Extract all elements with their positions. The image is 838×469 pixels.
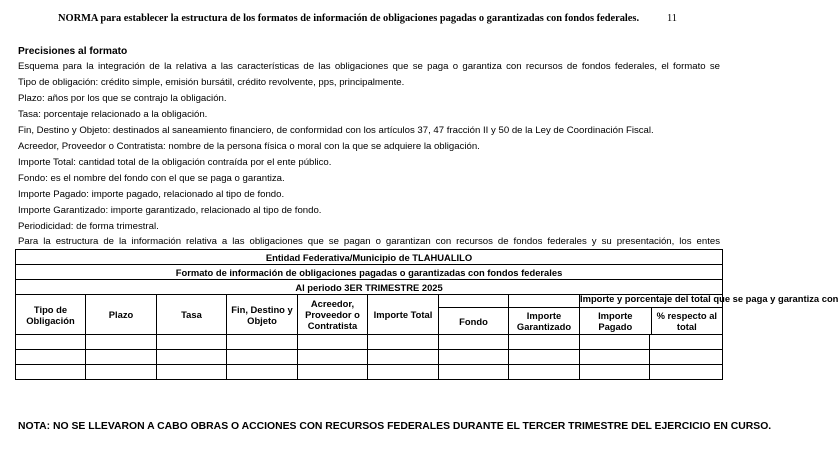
document-header-title: NORMA para establecer la estructura de los formatos de información de obligaciones pagadas o garantizadas con fondos federales. [58,13,640,24]
col-fondo [439,295,509,335]
col-plazo: Plazo [86,295,157,335]
col-fondo-label: Fondo [459,315,488,327]
paragraph-importe-total: Importe Total: cantidad total de la obligación contraída por el ente público. [18,157,332,168]
paragraph-acreedor: Acreedor, Proveedor o Contratista: nombre de la persona física o moral con la que se adquiere la obligación. [18,141,480,152]
col-importe-total: Importe Total [368,295,439,335]
obligations-table [15,249,838,380]
paragraph-fin: Fin, Destino y Objeto: destinados al saneamiento financiero, de conformidad con los artículos 37, 47 fracción II y 50 de la Ley de Coordinación Fiscal. [18,125,654,136]
paragraph-plazo: Plazo: años por los que se contrajo la obligación. [18,93,227,104]
paragraph-tipo: Tipo de obligación: crédito simple, emisión bursátil, crédito revolvente, pps, principalmente. [18,77,405,88]
col-acreedor: Acreedor, Proveedor o Contratista [298,295,368,335]
table-row [16,335,723,350]
table-period: Al periodo 3ER TRIMESTRE 2025 [16,280,723,295]
table-row [16,350,723,365]
table-row [16,365,723,380]
section-title: Precisiones al formato [18,46,128,57]
paragraph-periodicidad: Periodicidad: de forma trimestral. [18,221,159,232]
col-importe-pagado: Importe Pagado [598,310,633,332]
col-group-importe-porcentaje [580,293,838,335]
page-number: 11 [667,13,678,24]
col-tasa: Tasa [157,295,227,335]
table-format-title: Formato de información de obligaciones pagadas o garantizadas con fondos federales [16,265,723,280]
paragraph-fondo: Fondo: es el nombre del fondo con el que se paga o garantiza. [18,173,285,184]
paragraph-estructura: Para la estructura de la información relativa a las obligaciones que se pagan o garantizan con recursos de fondos federales y su presentación, los entes [18,236,720,247]
group-header-text: Importe y porcentaje del total que se paga y garantiza con [580,295,722,308]
table-entity: Entidad Federativa/Municipio de TLAHUALILO [16,250,723,265]
note-text: NOTA: NO SE LLEVARON A CABO OBRAS O ACCIONES CON RECURSOS FEDERALES DURANTE EL TERCER TRIMESTRE DEL EJERCICIO EN CURSO. [18,421,772,432]
paragraph-tasa: Tasa: porcentaje relacionado a la obligación. [18,109,208,120]
col-tipo-obligacion: Tipo de Obligación [16,295,86,335]
paragraph-importe-garantizado: Importe Garantizado: importe garantizado, relacionado al tipo de fondo. [18,205,322,216]
paragraph-importe-pagado: Importe Pagado: importe pagado, relacionado al tipo de fondo. [18,189,285,200]
paragraph-intro: Esquema para la integración de la relativa a las características de las obligaciones que se paga o garantiza con recursos de fondos federales, el formato se [18,61,720,72]
col-importe-garantizado-label: Importe Garantizado [516,310,572,332]
col-pct-total: % respecto al total [651,308,723,334]
col-importe-garantizado [509,295,580,335]
col-fin-destino-objeto: Fin, Destino y Objeto [227,295,298,335]
